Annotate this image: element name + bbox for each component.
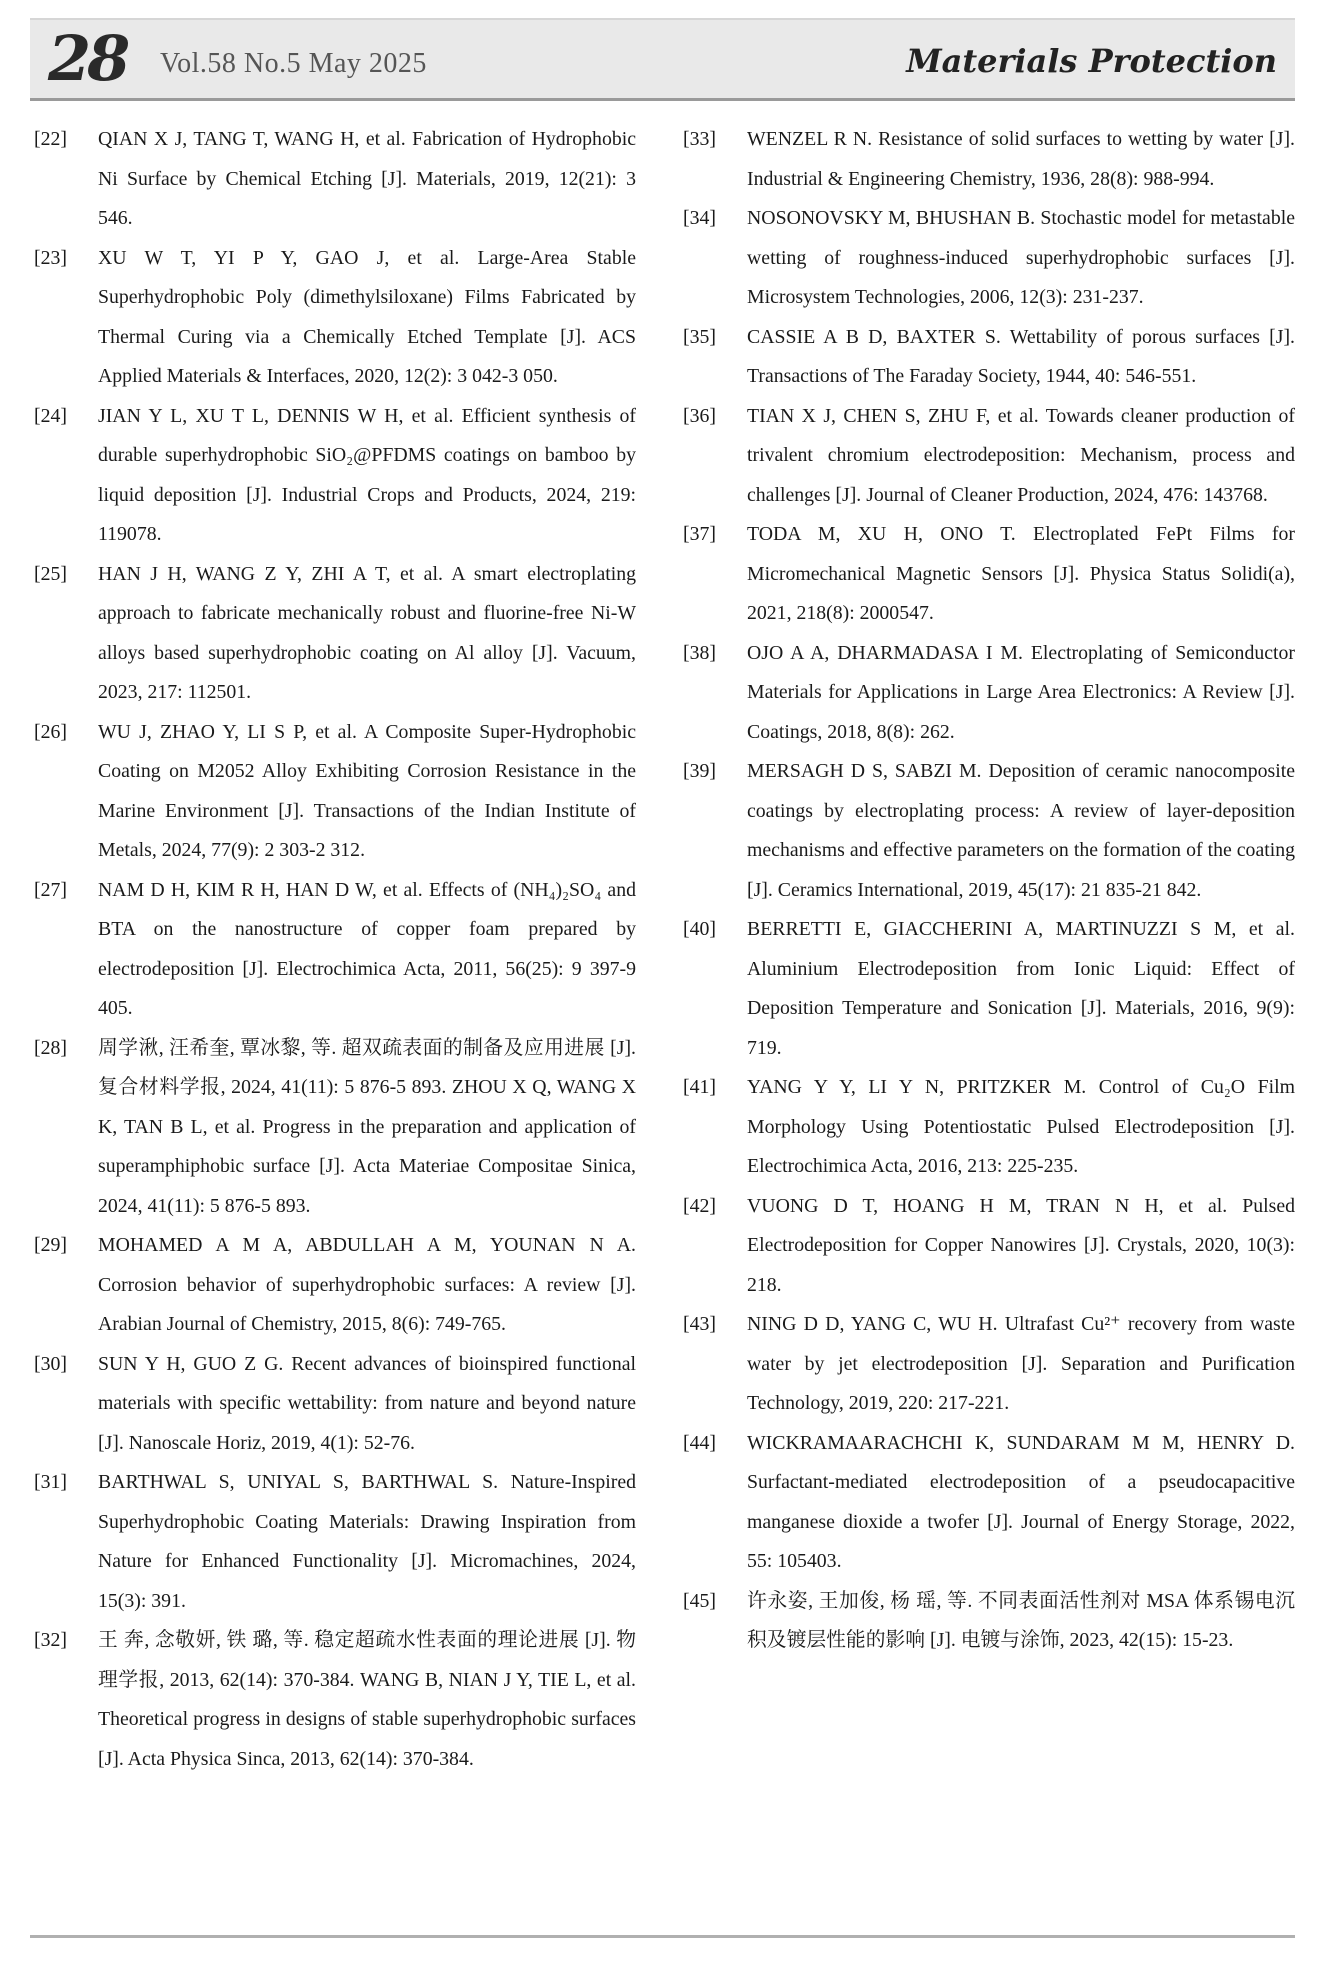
- reference-item: [683, 1187, 1295, 1306]
- reference-number: [33]: [683, 128, 716, 150]
- reference-number: [43]: [683, 1313, 716, 1335]
- reference-item: [683, 397, 1295, 516]
- reference-item: [34, 713, 636, 871]
- reference-text: VUONG D T, HOANG H M, TRAN N H, et al. Pulsed Electrodeposition for Copper Nanowires [J]. Crystals, 2020, 10(3): 218.: [747, 1194, 1295, 1296]
- volume-info: Vol.58 No.5 May 2025: [160, 48, 427, 79]
- reference-number: [26]: [34, 720, 67, 743]
- reference-number: [44]: [683, 1431, 716, 1454]
- reference-item: [683, 515, 1295, 634]
- reference-text: OJO A A, DHARMADASA I M. Electroplating of Semiconductor Materials for Applications in Large Area Electronics: A Review [J]. Coatings, 2018, 8(8): 262.: [747, 641, 1295, 743]
- reference-text: MERSAGH D S, SABZI M. Deposition of ceramic nanocomposite coatings by electroplating process: A review of layer-deposition mechanisms and effective parameters on the formation of the coating [J]. Ceramics International, 2019, 45(17): 21 835-21 842.: [747, 760, 1295, 901]
- reference-item: [683, 1582, 1295, 1661]
- reference-text: JIAN Y L, XU T L, DENNIS W H, et al. Efficient synthesis of durable superhydrophobic SiO₂@PFDMS coatings on bamboo by liquid deposition [J]. Industrial Crops and Products, 2024, 219: 119078.: [98, 404, 636, 545]
- reference-text: WENZEL R N. Resistance of solid surfaces to wetting by water [J]. Industrial & Engineering Chemistry, 1936, 28(8): 988-994.: [747, 128, 1295, 190]
- reference-text: WU J, ZHAO Y, LI S P, et al. A Composite Super-Hydrophobic Coating on M2052 Alloy Exhibiting Corrosion Resistance in the Marine Environment [J]. Transactions of the Indian Institute of Metals, 2024, 77(9): 2 303-2 312.: [98, 720, 636, 861]
- reference-number: [28]: [34, 1036, 67, 1059]
- header-divider: [30, 98, 1295, 101]
- reference-text: QIAN X J, TANG T, WANG H, et al. Fabrication of Hydrophobic Ni Surface by Chemical Etching [J]. Materials, 2019, 12(21): 3 546.: [98, 128, 636, 229]
- reference-item: [683, 910, 1295, 1068]
- reference-item: [683, 634, 1295, 753]
- reference-number: [37]: [683, 523, 716, 545]
- journal-name: Materials Protection: [906, 42, 1277, 80]
- reference-text: 周学湫, 汪希奎, 覃冰黎, 等. 超双疏表面的制备及应用进展 [J]. 复合材料学报, 2024, 41(11): 5 876-5 893. ZHOU X Q, WANG X K, TAN B L, et al. Progress in the preparation and application of superamphiphobic surface [J]. Acta Materiae Compositae Sinica, 2024, 41(11): 5 876-5 893.: [98, 1036, 636, 1217]
- reference-text: BERRETTI E, GIACCHERINI A, MARTINUZZI S M, et al. Aluminium Electrodeposition from Ionic Liquid: Effect of Deposition Temperature and Sonication [J]. Materials, 2016, 9(9): 719.: [747, 918, 1295, 1059]
- reference-item: [34, 239, 636, 397]
- reference-number: [38]: [683, 641, 716, 664]
- reference-item: [683, 752, 1295, 910]
- reference-number: [42]: [683, 1194, 716, 1217]
- reference-item: [34, 1029, 636, 1227]
- reference-number: [39]: [683, 760, 716, 782]
- reference-number: [27]: [34, 878, 67, 901]
- reference-number: [35]: [683, 325, 716, 348]
- reference-text: 王 奔, 念敬妍, 铁 璐, 等. 稳定超疏水性表面的理论进展 [J]. 物理学报, 2013, 62(14): 370-384. WANG B, NIAN J Y, TIE L, et al. Theoretical progress in designs of stable superhydrophobic surfaces [J]. Acta Physica Sinca, 2013, 62(14): 370-384.: [98, 1629, 636, 1770]
- references-right-column: [683, 120, 1295, 1661]
- reference-item: [683, 199, 1295, 318]
- reference-number: [34]: [683, 207, 716, 229]
- reference-number: [29]: [34, 1234, 67, 1256]
- reference-text: XU W T, YI P Y, GAO J, et al. Large-Area Stable Superhydrophobic Poly (dimethylsiloxane) Films Fabricated by Thermal Curing via a Chemically Etched Template [J]. ACS Applied Materials & Interfaces, 2020, 12(2): 3 042-3 050.: [98, 246, 636, 387]
- reference-number: [31]: [34, 1471, 67, 1493]
- reference-text: YANG Y Y, LI Y N, PRITZKER M. Control of Cu₂O Film Morphology Using Potentiostatic Pulsed Electrodeposition [J]. Electrochimica Acta, 2016, 213: 225-235.: [747, 1076, 1295, 1177]
- reference-text: CASSIE A B D, BAXTER S. Wettability of porous surfaces [J]. Transactions of The Faraday Society, 1944, 40: 546-551.: [747, 325, 1295, 387]
- reference-number: [25]: [34, 562, 67, 585]
- reference-text: HAN J H, WANG Z Y, ZHI A T, et al. A smart electroplating approach to fabricate mechanically robust and fluorine-free Ni-W alloys based superhydrophobic coating on Al alloy [J]. Vacuum, 2023, 217: 112501.: [98, 562, 636, 703]
- reference-number: [30]: [34, 1352, 67, 1375]
- reference-item: [34, 120, 636, 239]
- reference-number: [45]: [683, 1589, 716, 1612]
- reference-number: [23]: [34, 246, 67, 269]
- reference-number: [41]: [683, 1076, 716, 1098]
- reference-item: [34, 555, 636, 713]
- reference-item: [34, 1463, 636, 1621]
- reference-number: [24]: [34, 404, 67, 427]
- reference-text: TODA M, XU H, ONO T. Electroplated FePt Films for Micromechanical Magnetic Sensors [J]. Physica Status Solidi(a), 2021, 218(8): 2000547.: [747, 523, 1295, 624]
- reference-item: [34, 397, 636, 555]
- reference-item: [683, 1424, 1295, 1582]
- reference-item: [683, 120, 1295, 199]
- reference-number: [22]: [34, 128, 67, 150]
- reference-item: [683, 1305, 1295, 1424]
- reference-text: NING D D, YANG C, WU H. Ultrafast Cu²⁺ recovery from waste water by jet electrodeposition [J]. Separation and Purification Technology, 2019, 220: 217-221.: [747, 1313, 1295, 1414]
- reference-text: NOSONOVSKY M, BHUSHAN B. Stochastic model for metastable wetting of roughness-induced superhydrophobic surfaces [J]. Microsystem Technologies, 2006, 12(3): 231-237.: [747, 207, 1295, 308]
- reference-item: [34, 1621, 636, 1779]
- reference-text: WICKRAMAARACHCHI K, SUNDARAM M M, HENRY D. Surfactant-mediated electrodeposition of a pseudocapacitive manganese dioxide a twofer [J]. Journal of Energy Storage, 2022, 55: 105403.: [747, 1431, 1295, 1572]
- reference-item: [683, 318, 1295, 397]
- reference-item: [34, 871, 636, 1029]
- reference-number: [32]: [34, 1629, 67, 1651]
- references-left-column: [34, 120, 636, 1779]
- page-header: [30, 18, 1295, 100]
- reference-text: NAM D H, KIM R H, HAN D W, et al. Effects of (NH₄)₂SO₄ and BTA on the nanostructure of copper foam prepared by electrodeposition [J]. Electrochimica Acta, 2011, 56(25): 9 397-9 405.: [98, 878, 636, 1019]
- reference-number: [36]: [683, 404, 716, 427]
- reference-text: TIAN X J, CHEN S, ZHU F, et al. Towards cleaner production of trivalent chromium electrodeposition: Mechanism, process and challenges [J]. Journal of Cleaner Production, 2024, 476: 143768.: [747, 404, 1295, 506]
- reference-number: [40]: [683, 918, 716, 940]
- reference-text: 许永姿, 王加俊, 杨 瑶, 等. 不同表面活性剂对 MSA 体系锡电沉积及镀层性能的影响 [J]. 电镀与涂饰, 2023, 42(15): 15-23.: [747, 1589, 1295, 1651]
- page-number: 28: [48, 22, 127, 95]
- footer-divider: [30, 1935, 1295, 1938]
- reference-text: SUN Y H, GUO Z G. Recent advances of bioinspired functional materials with specific wettability: from nature and beyond nature [J]. Nanoscale Horiz, 2019, 4(1): 52-76.: [98, 1352, 636, 1454]
- reference-item: [34, 1345, 636, 1464]
- reference-text: BARTHWAL S, UNIYAL S, BARTHWAL S. Nature-Inspired Superhydrophobic Coating Materials: Drawing Inspiration from Nature for Enhanced Functionality [J]. Micromachines, 2024, 15(3): 391.: [98, 1471, 636, 1612]
- reference-item: [34, 1226, 636, 1345]
- reference-item: [683, 1068, 1295, 1187]
- reference-text: MOHAMED A M A, ABDULLAH A M, YOUNAN N A. Corrosion behavior of superhydrophobic surfaces: A review [J]. Arabian Journal of Chemistry, 2015, 8(6): 749-765.: [98, 1234, 636, 1335]
